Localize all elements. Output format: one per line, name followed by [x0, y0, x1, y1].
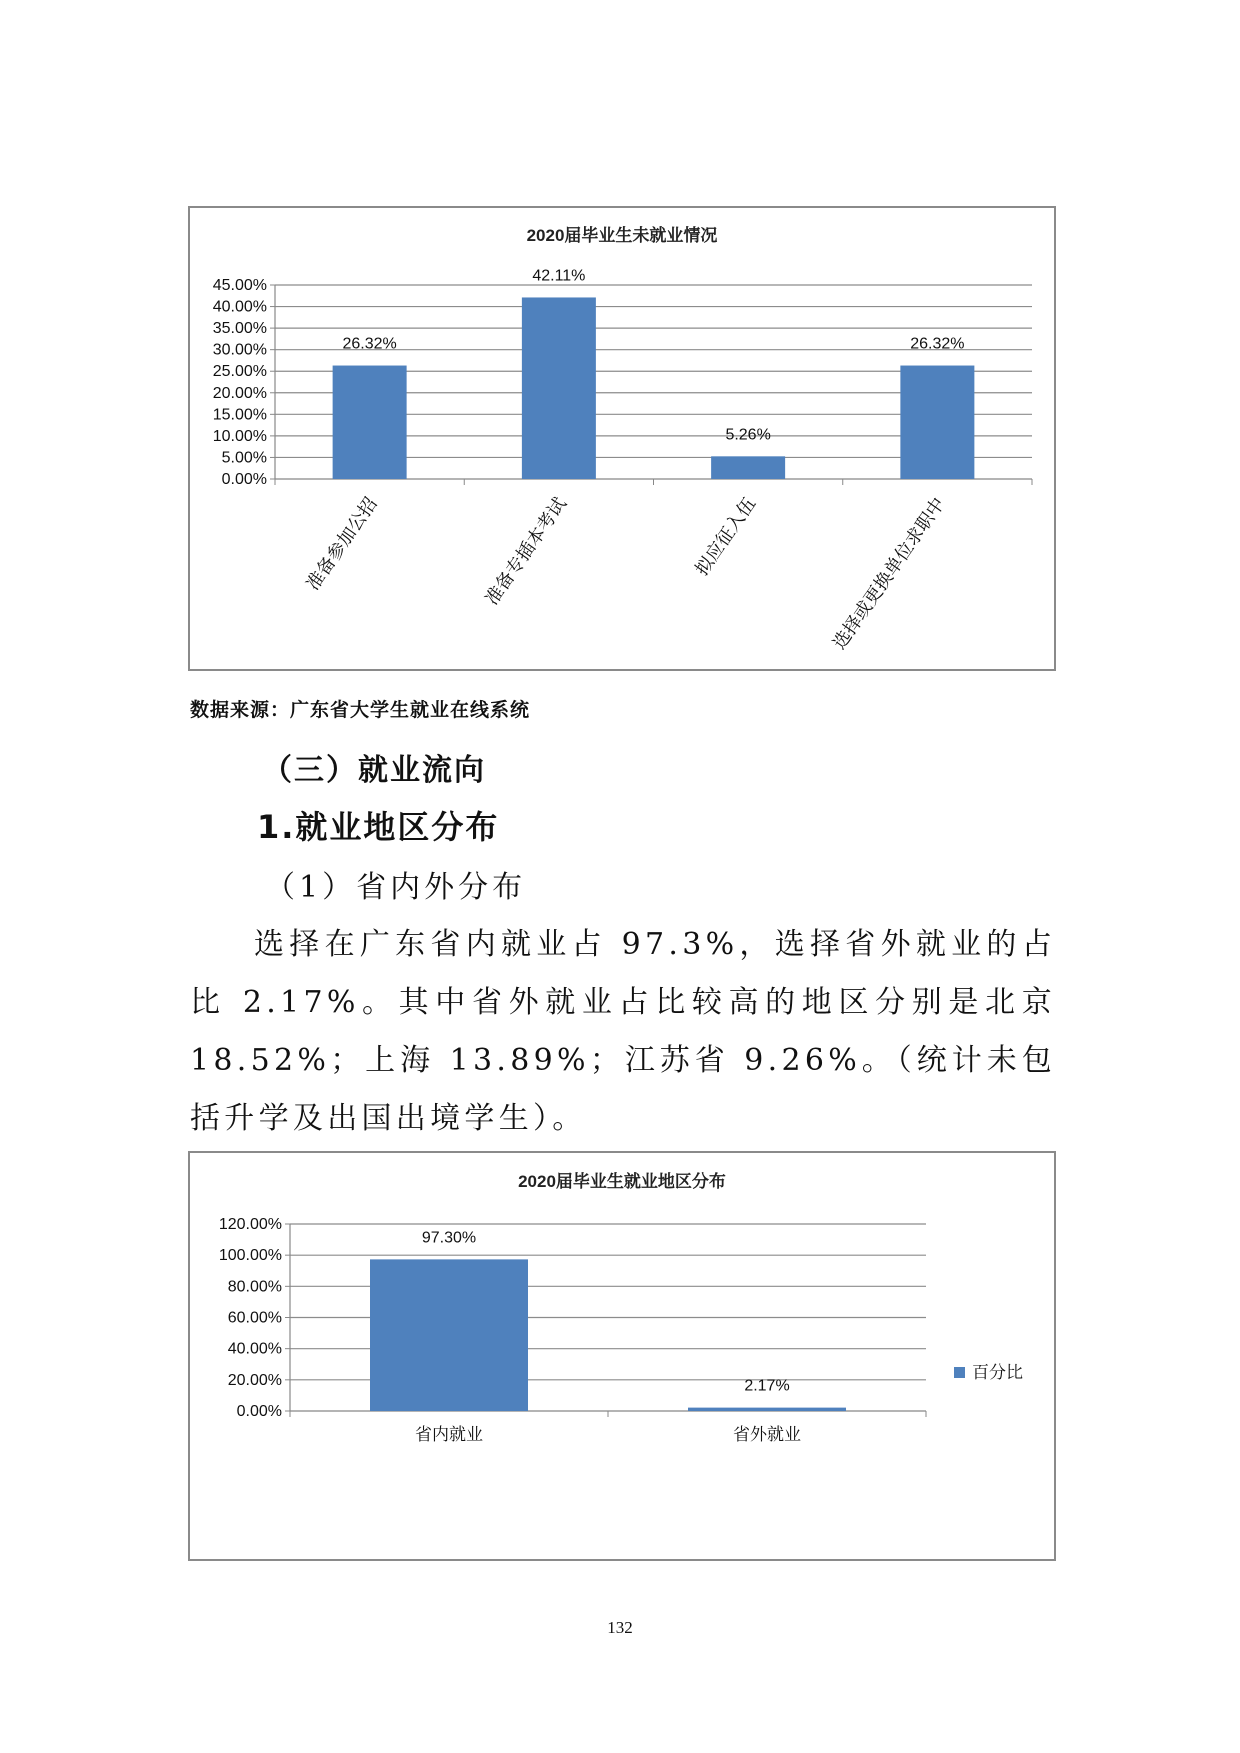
- bar: [688, 1408, 846, 1411]
- data-label: 42.11%: [532, 267, 586, 285]
- subsection-heading-region: 1.就业地区分布: [257, 808, 500, 846]
- y-tick-label: 0.00%: [236, 1403, 282, 1420]
- body-paragraph: 选择在广东省内就业占 97.3%，选择省外就业的占比 2.17%。其中省外就业占比较高的地区分别是北京 18.52%；上海 13.89%；江苏省 9.26%。（统计未包括升学及出国出境学生）。: [190, 927, 1056, 1136]
- y-tick-label: 15.00%: [212, 406, 267, 424]
- y-tick-label: 45.00%: [212, 277, 267, 294]
- y-tick-label: 5.00%: [221, 449, 267, 467]
- bar: [711, 456, 785, 479]
- y-tick-label: 60.00%: [227, 1309, 282, 1327]
- bar: [370, 1259, 528, 1411]
- y-tick-label: 40.00%: [227, 1340, 282, 1358]
- data-label: 2.17%: [744, 1377, 790, 1395]
- x-category-label: 准备专插本考试: [481, 493, 571, 610]
- y-tick-label: 0.00%: [221, 471, 267, 488]
- y-tick-label: 40.00%: [212, 298, 267, 316]
- y-tick-label: 100.00%: [218, 1247, 282, 1265]
- x-category-label: 选择或更换单位求职中: [829, 493, 950, 654]
- x-category-label: 省内就业: [415, 1425, 483, 1444]
- y-tick-label: 20.00%: [212, 384, 267, 402]
- bar: [333, 366, 407, 479]
- data-label: 26.32%: [342, 335, 397, 353]
- data-label: 26.32%: [910, 335, 965, 353]
- page-number: 132: [607, 1618, 633, 1637]
- section-heading-employment-flow: （三）就业流向: [262, 753, 486, 788]
- x-category-label: 省外就业: [733, 1425, 801, 1444]
- legend-swatch: [954, 1367, 965, 1378]
- y-tick-label: 25.00%: [212, 363, 267, 381]
- x-category-label: 拟应征入伍: [691, 493, 761, 580]
- data-source-note: 数据来源：广东省大学生就业在线系统: [190, 699, 531, 721]
- y-tick-label: 30.00%: [212, 341, 267, 359]
- unemployment-chart-svg: [190, 208, 1054, 669]
- y-tick-label: 10.00%: [212, 427, 267, 445]
- unemployment-chart: [188, 206, 1056, 671]
- bar: [900, 366, 974, 479]
- region-distribution-chart-svg: [190, 1153, 1054, 1559]
- x-category-label: 准备参加公招: [302, 493, 382, 595]
- data-label: 5.26%: [725, 426, 771, 444]
- y-tick-label: 20.00%: [227, 1371, 282, 1389]
- data-label: 97.30%: [421, 1229, 477, 1247]
- chart-title: 2020届毕业生就业地区分布: [518, 1172, 726, 1191]
- chart-title: 2020届毕业生未就业情况: [526, 226, 718, 245]
- bar: [522, 297, 596, 479]
- y-tick-label: 35.00%: [212, 320, 267, 338]
- y-tick-label: 80.00%: [227, 1278, 282, 1296]
- region-distribution-chart: [188, 1151, 1056, 1561]
- y-tick-label: 120.00%: [218, 1216, 282, 1233]
- legend-label: 百分比: [972, 1363, 1023, 1382]
- subsubsection-heading-province: （1）省内外分布: [265, 870, 527, 905]
